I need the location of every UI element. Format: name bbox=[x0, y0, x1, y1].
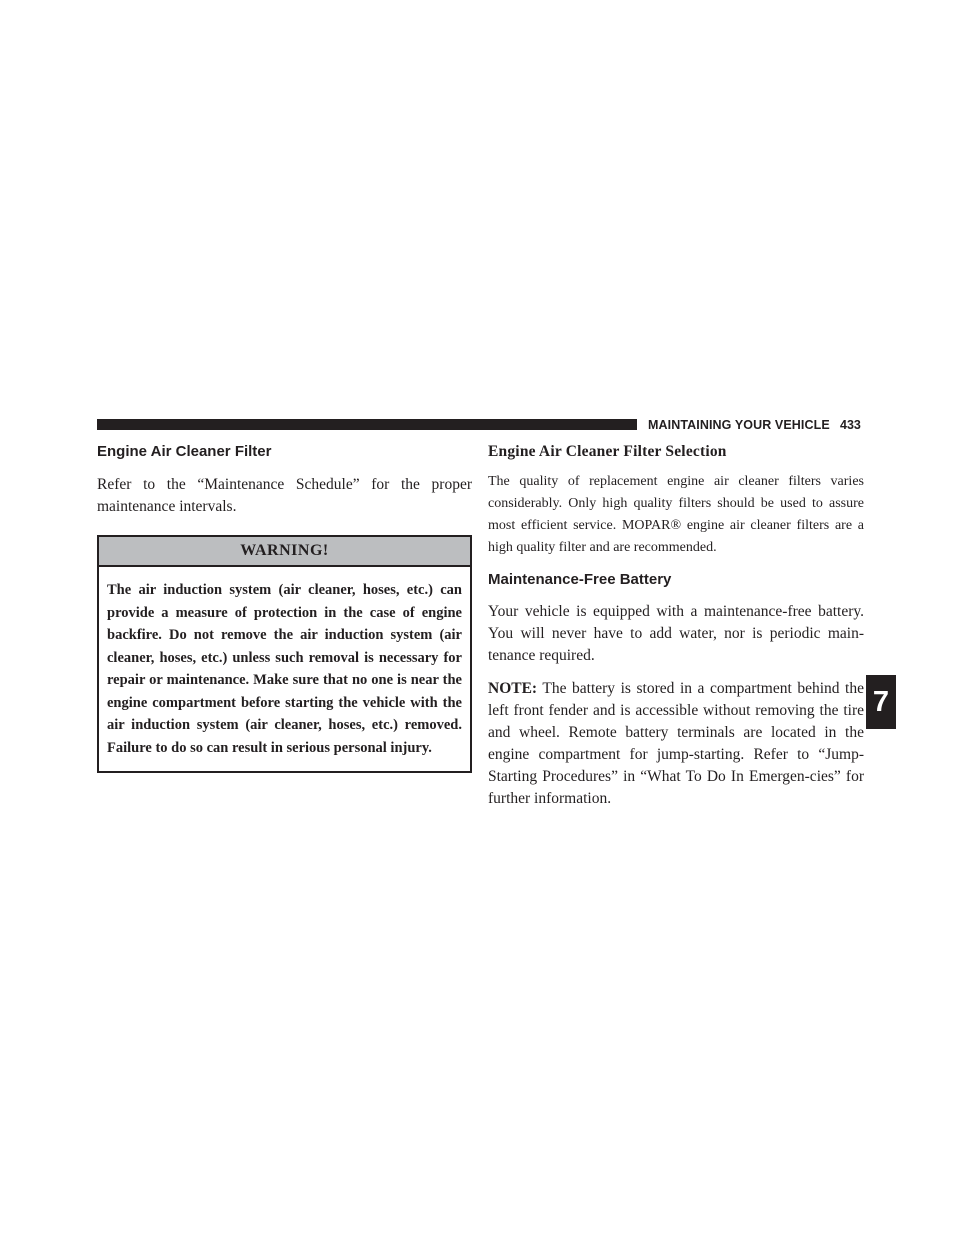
warning-box bbox=[97, 535, 472, 773]
right-column bbox=[488, 443, 864, 810]
note-paragraph bbox=[488, 678, 864, 810]
page-number: 433 bbox=[840, 418, 861, 432]
battery-paragraph: Your vehicle is equipped with a maintenance-free battery. You will never have to add water, nor is periodic main-tenance required. bbox=[488, 603, 864, 664]
left-column bbox=[97, 443, 472, 773]
note-text: The battery is stored in a compartment behind the left front fender and is accessible without removing the tire and wheel. Remote battery terminals are located in the engine compartment for jump-starting. Refer to “Jump-Starting Procedures” in “What To Do In Emergen-cies” for further information. bbox=[488, 680, 864, 807]
note-label: NOTE: bbox=[488, 680, 538, 697]
maintenance-free-battery-heading: Maintenance-Free Battery bbox=[488, 571, 672, 588]
warning-title: WARNING! bbox=[99, 537, 470, 567]
warning-text: The air induction system (air cleaner, hoses, etc.) can provide a measure of protection in the case of engine backfire. Do not remove the air induction system (air cleaner, hoses, etc.) unless such removal is necessary for repair or maintenance. Make sure that no one is near the engine compartment before starting the vehicle with the air induction system (air cleaner, hoses, etc.) removed. Failure to do so can result in serious personal injury. bbox=[107, 582, 462, 756]
maintenance-intervals-paragraph: Refer to the “Maintenance Schedule” for the proper maintenance intervals. bbox=[97, 476, 472, 515]
engine-air-cleaner-filter-heading: Engine Air Cleaner Filter bbox=[97, 443, 272, 460]
filter-selection-heading: Engine Air Cleaner Filter Selection bbox=[488, 443, 727, 460]
section-title: MAINTAINING YOUR VEHICLE bbox=[648, 418, 830, 432]
filter-selection-paragraph: The quality of replacement engine air cleaner filters varies considerably. Only high quality filters should be used to assure most efficient service. MOPAR® engine air cleaner filters are a high quality filter and are recommended. bbox=[488, 474, 864, 555]
header-rule bbox=[97, 419, 637, 430]
chapter-tab: 7 bbox=[866, 675, 896, 729]
